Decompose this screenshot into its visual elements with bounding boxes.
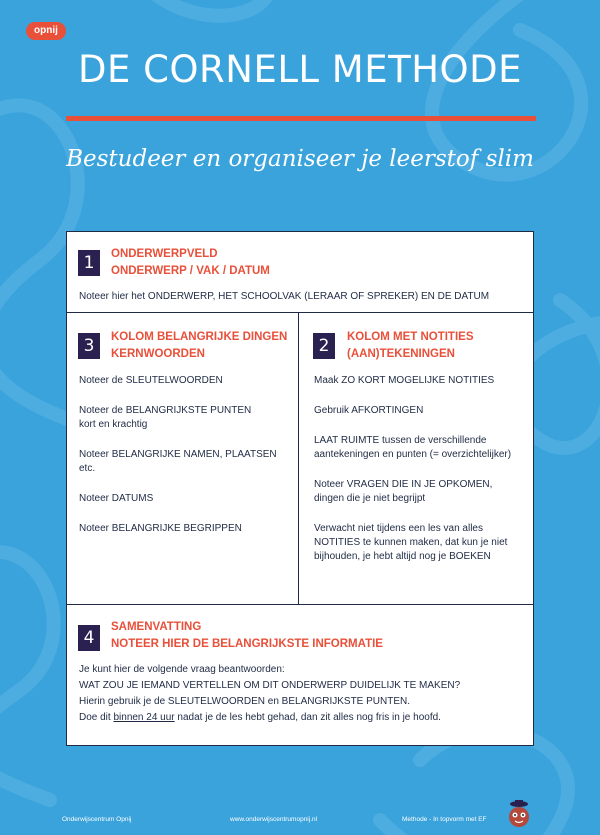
section-1-heading: ONDERWERPVELD (111, 248, 218, 260)
deadline-underlined: binnen 24 uur (113, 712, 175, 723)
section-2-heading: KOLOM MET NOTITIES (347, 331, 474, 343)
page-title: DE CORNELL METHODE (77, 48, 523, 91)
footer-organization: Onderwijscentrum Opnij (62, 816, 132, 823)
title-underline (66, 116, 536, 121)
summary-line: Je kunt hier de volgende vraag beantwoorden: (79, 664, 285, 675)
divider-top (67, 312, 533, 313)
opnij-logo: opnij (26, 22, 66, 40)
list-item: Verwacht niet tijdens een les van alles NOTITIES te kunnen maken, dat kun je niet bijhouden, je hebt altijd nog je BOEKEN (314, 523, 508, 562)
section-1-text: Noteer hier het ONDERWERP, HET SCHOOLVAK (LERAAR OF SPREKER) EN DE DATUM (79, 291, 490, 302)
section-4-text (79, 662, 529, 726)
section-3-list (79, 374, 289, 552)
summary-text: nadat je de les hebt gehad, dan zit alles nog fris in je hoofd. (174, 712, 441, 723)
section-3-number: 3 (78, 333, 100, 359)
section-3-subheading: KERNWOORDEN (111, 348, 205, 360)
list-item: Noteer de BELANGRIJKSTE PUNTEN kort en krachtig (79, 405, 252, 430)
list-item: LAAT RUIMTE tussen de verschillende aantekeningen en punten (= overzichtelijker) (314, 435, 512, 460)
list-item: Noteer VRAGEN DIE IN JE OPKOMEN, dingen die je niet begrijpt (314, 479, 493, 504)
section-4-heading: SAMENVATTING (111, 621, 202, 633)
footer-website-link[interactable]: www.onderwijscentrumopnij.nl (230, 816, 318, 823)
list-item: Maak ZO KORT MOGELIJKE NOTITIES (314, 375, 495, 386)
section-2-number: 2 (313, 333, 335, 359)
summary-line: Hierin gebruik je de SLEUTELWOORDEN en BELANGRIJKSTE PUNTEN. (79, 696, 411, 707)
list-item: Noteer DATUMS (79, 493, 154, 504)
cornell-sheet (66, 231, 534, 746)
divider-bottom (67, 604, 533, 605)
list-item: Noteer BELANGRIJKE NAMEN, PLAATSEN etc. (79, 449, 277, 474)
page-subtitle: Bestudeer en organiseer je leerstof slim (66, 146, 534, 172)
mascot-icon (506, 798, 532, 830)
section-1-subheading: ONDERWERP / VAK / DATUM (111, 265, 270, 277)
list-item: Noteer de SLEUTELWOORDEN (79, 375, 223, 386)
list-item: Noteer BELANGRIJKE BEGRIPPEN (79, 523, 242, 534)
section-3-heading: KOLOM BELANGRIJKE DINGEN (111, 331, 288, 343)
section-4-number: 4 (78, 625, 100, 651)
section-1-number: 1 (78, 250, 100, 276)
section-2-list (314, 374, 529, 580)
divider-middle (298, 312, 299, 604)
summary-line (79, 710, 529, 726)
footer-method: Methode - In topvorm met EF (402, 816, 487, 823)
section-4-subheading: NOTEER HIER DE BELANGRIJKSTE INFORMATIE (111, 638, 383, 650)
summary-line: WAT ZOU JE IEMAND VERTELLEN OM DIT ONDERWERP DUIDELIJK TE MAKEN? (79, 680, 461, 691)
section-2-subheading: (AAN)TEKENINGEN (347, 348, 455, 360)
summary-text: Doe dit (79, 712, 114, 723)
list-item: Gebruik AFKORTINGEN (314, 405, 424, 416)
